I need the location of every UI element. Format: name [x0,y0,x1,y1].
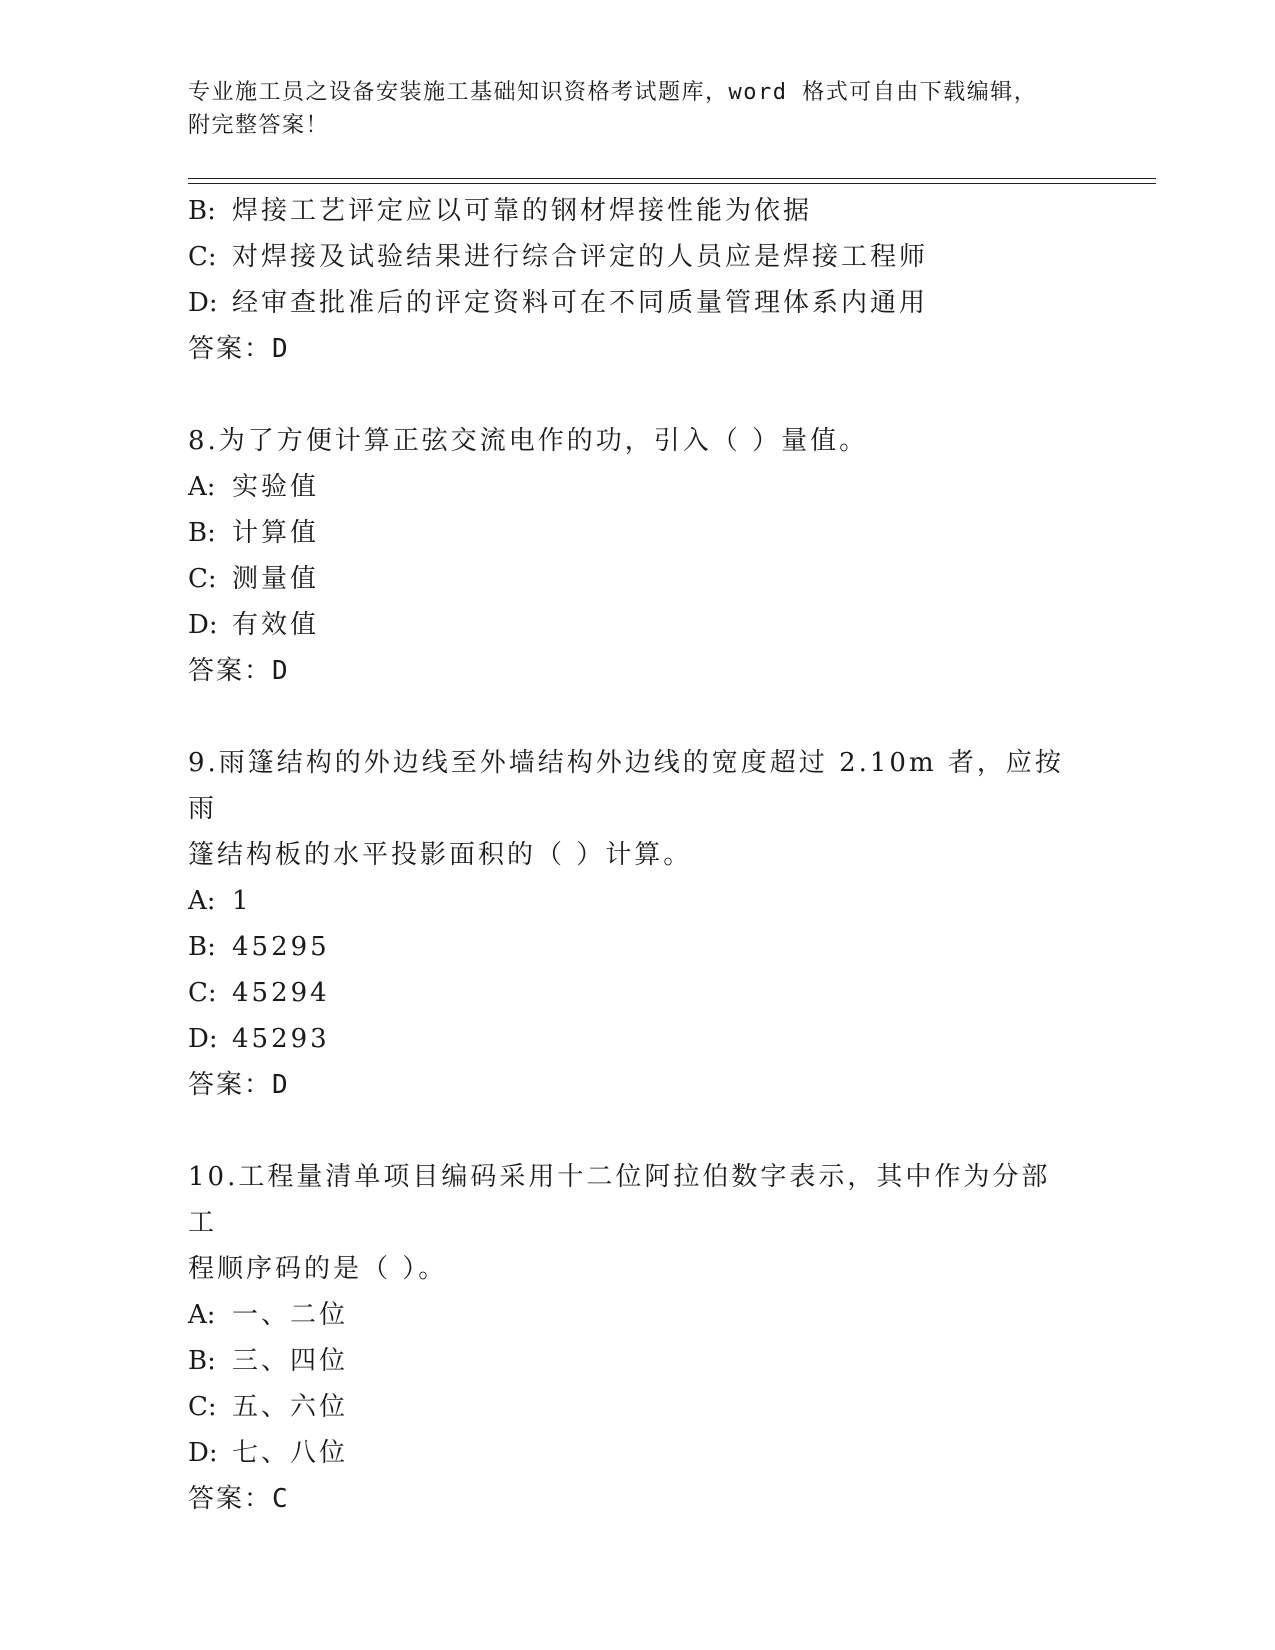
option-letter: C: [188,1392,217,1422]
option-b [188,510,1088,556]
header-divider-top [188,178,1156,179]
answer-line: 答案：C [188,1484,290,1514]
option-d [188,1430,1088,1476]
option-text: 45294 [232,978,330,1008]
option-letter: D: [188,1024,218,1054]
option-c [188,1384,1088,1430]
header-divider-bottom [188,183,1156,184]
option-letter: B: [188,1346,216,1376]
answer-line: 答案：D [188,656,290,686]
option-d [188,602,1088,648]
option-text: 45295 [232,932,330,962]
option-letter: B: [188,196,216,226]
option-letter: D: [188,1438,218,1468]
option-d [188,280,1088,326]
option-text: 对焊接及试验结果进行综合评定的人员应是焊接工程师 [232,242,929,272]
option-letter: A: [188,886,216,916]
spacer [188,372,1088,418]
question-list [188,188,1088,1522]
option-text: 1 [232,886,252,916]
option-c [188,234,1088,280]
option-letter: D: [188,610,218,640]
option-letter: C: [188,564,217,594]
option-letter: B: [188,518,216,548]
question-stem-line-1: 9.雨篷结构的外边线至外墙结构外边线的宽度超过 2.10m 者，应按雨 [188,748,1064,824]
header-line-1: 专业施工员之设备安装施工基础知识资格考试题库，word 格式可自由下载编辑， [188,80,1038,105]
option-letter: C: [188,242,217,272]
question-stem-line-1: 10.工程量清单项目编码采用十二位阿拉伯数字表示，其中作为分部工 [188,1162,1051,1238]
question-10 [188,1154,1088,1522]
option-letter: C: [188,978,217,1008]
spacer [188,694,1088,740]
document-header [188,76,1068,142]
option-letter: B: [188,932,216,962]
option-a [188,1292,1088,1338]
option-text: 焊接工艺评定应以可靠的钢材焊接性能为依据 [232,196,813,226]
question-stem [188,418,1068,464]
option-letter: A: [188,1300,216,1330]
option-c [188,970,1088,1016]
option-letter: A: [188,472,216,502]
option-b [188,1338,1088,1384]
option-text: 45293 [232,1024,330,1054]
header-line-2: 附完整答案！ [188,113,330,138]
option-letter: D: [188,288,218,318]
option-text: 三、四位 [232,1346,349,1376]
question-stem-line-1: 8.为了方便计算正弦交流电作的功，引入（ ）量值。 [188,426,869,456]
option-text: 一、二位 [232,1300,349,1330]
option-text: 测量值 [232,564,320,594]
question-7-continued [188,188,1088,372]
question-8 [188,418,1088,694]
option-text: 实验值 [232,472,320,502]
question-stem-line-2: 程顺序码的是（ ）。 [188,1254,448,1284]
option-text: 经审查批准后的评定资料可在不同质量管理体系内通用 [232,288,929,318]
option-b [188,188,1088,234]
option-text: 七、八位 [232,1438,349,1468]
option-text: 五、六位 [232,1392,349,1422]
question-stem [188,740,1068,878]
question-9 [188,740,1088,1108]
answer-line: 答案：D [188,1070,290,1100]
option-d [188,1016,1088,1062]
option-a [188,464,1088,510]
option-c [188,556,1088,602]
option-a [188,878,1088,924]
answer-line: 答案：D [188,334,290,364]
option-text: 有效值 [232,610,320,640]
spacer [188,1108,1088,1154]
option-text: 计算值 [232,518,320,548]
option-b [188,924,1088,970]
question-stem [188,1154,1068,1292]
question-stem-line-2: 篷结构板的水平投影面积的（ ）计算。 [188,840,693,870]
